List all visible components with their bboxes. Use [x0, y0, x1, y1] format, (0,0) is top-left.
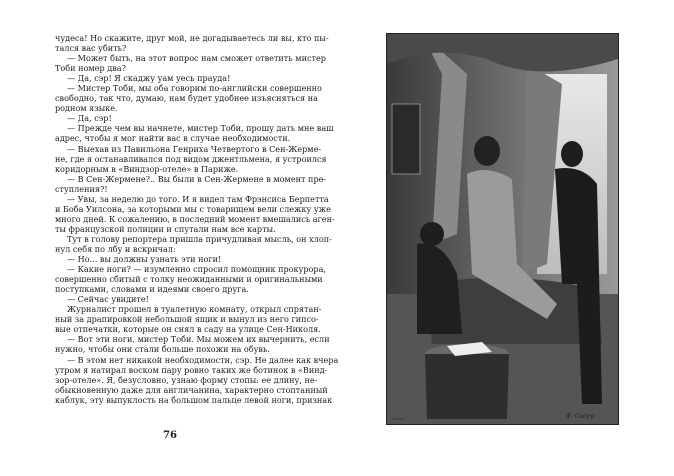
- text-line: много дней. К сожалению, в последний момент вмешались аген-: [55, 213, 335, 224]
- text-line: поступками, словами и идеями своего друга.: [55, 284, 249, 295]
- text-line: Тоби номер два?: [55, 63, 126, 74]
- text-line: свободно, так что, думаю, нам будет удобнее изъясняться на: [55, 93, 318, 104]
- standing-man-head: [561, 141, 583, 167]
- text-line: — Но... вы должны узнать эти ноги!: [67, 254, 222, 265]
- text-line: — Может быть, на этот вопрос нам сможет ответить мистер: [67, 53, 326, 64]
- text-line: и Боба Уилсона, за которыми мы с товарищем вели слежку уже: [55, 203, 331, 214]
- text-line: — В этом нет никакой необходимости, сэр. Не далее как вчера: [67, 354, 339, 365]
- illustrator-signature: Ф. Садер: [566, 413, 595, 420]
- text-line: зор-отеле». Я, безусловно, узнаю форму стопы: ее длину, не-: [55, 374, 318, 385]
- seated-man-head: [474, 136, 500, 166]
- text-line: Тут в голову репортера пришла причудливая мысль, он хлоп-: [67, 233, 332, 244]
- text-line: — Да, сэр!: [67, 113, 112, 124]
- text-line: адрес, чтобы я мог найти вас в случае необходимости.: [55, 133, 291, 144]
- text-line: тался вас убить?: [55, 43, 127, 54]
- text-line: — Увы, за неделю до того. И я видел там Фрэнсиса Берпетта: [67, 193, 329, 204]
- text-line: ты французской полиции и спутали нам все карты.: [55, 223, 276, 234]
- text-line: чудеса! Но скажите, друг мой, не догадываетесь ли вы, кто пы-: [55, 33, 329, 43]
- text-line: — Да, сэр! Я скаджу уам уесь прауда!: [67, 73, 231, 84]
- text-line: — Прежде чем вы начнете, мистер Тоби, прошу дать мне ваш: [67, 123, 334, 134]
- text-line: коридорным в «Виндзор-отеле» в Париже.: [55, 163, 239, 174]
- text-line: ный за драпировкой небольшой ящик и вынул из него гипсо-: [55, 314, 319, 325]
- text-line: — Выехав из Павильона Генриха Четвертого в Сен-Жерме-: [67, 143, 322, 154]
- page-number: 76: [163, 430, 177, 441]
- text-line: ступления?!: [55, 183, 108, 194]
- text-line: нул себя по лбу и вскричал:: [55, 243, 176, 254]
- text-line: — Какие ноги? — изумленно спросил помощник прокурора,: [67, 264, 326, 275]
- text-line: вые отпечатки, которые он снял в саду на улице Сен-Николя.: [55, 324, 321, 335]
- illustration-credit: Gravure: [390, 417, 405, 421]
- text-line: — Мистер Тоби, мы оба говорим по-английски совершенно: [67, 83, 322, 94]
- table-cloth: [425, 354, 509, 419]
- text-line: не, где я останавливался под видом джентльмена, я устроился: [55, 153, 327, 164]
- text-line: — Сейчас увидите!: [67, 294, 149, 305]
- wall-picture: [392, 104, 420, 174]
- text-line: обыкновенную даже для англичанина, характерно стоптанный: [55, 384, 328, 395]
- text-line: нужно, чтобы они стали больше похожи на обувь.: [55, 344, 270, 355]
- text-line: — В Сен-Жермене?.. Вы были в Сен-Жермене в момент пре-: [67, 173, 327, 184]
- text-line: каблук, эту выпуклость на большом пальце левой ноги, признак: [55, 394, 333, 405]
- text-line: совершенно сбитый с толку неожиданными и оригинальными: [55, 274, 323, 285]
- text-line: — Вот эти ноги, мистер Тоби. Мы можем их вычернить, если: [67, 334, 330, 345]
- illustration: [386, 33, 619, 425]
- text-line: родном языке.: [55, 103, 118, 114]
- text-line: Журналист прошел в туалетную комнату, открыл спрятан-: [67, 304, 322, 315]
- left-page-text: [55, 33, 339, 405]
- text-line: утром я натирал воском пару ровно таких же ботинок в «Винд-: [55, 364, 328, 375]
- kneeling-man-head: [420, 222, 444, 246]
